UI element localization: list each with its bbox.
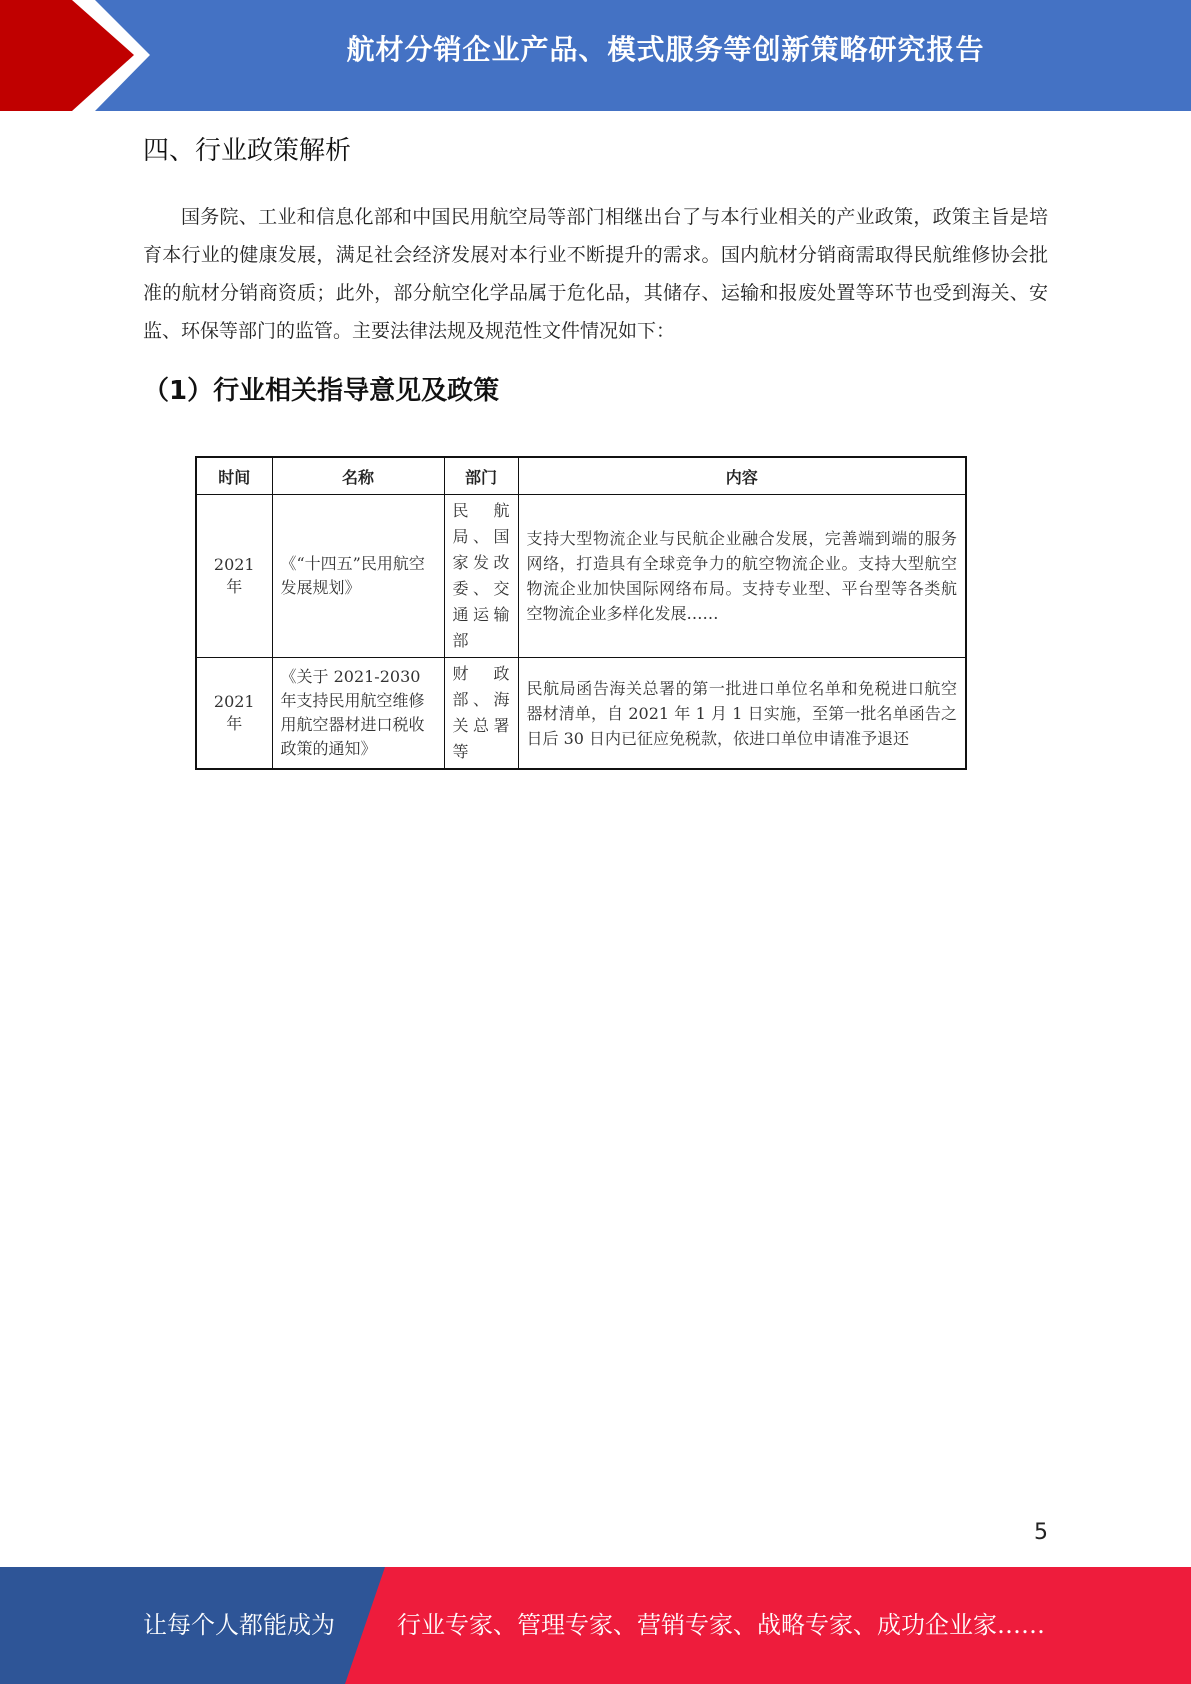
footer-slogan-left: 让每个人都能成为 (143, 1611, 335, 1639)
header-chevron-decoration (0, 0, 160, 111)
policy-table (195, 456, 967, 770)
subsection-heading: （1）行业相关指导意见及政策 (143, 376, 500, 406)
column-header-content: 内容 (518, 457, 966, 495)
cell-content: 民航局函告海关总署的第一批进口单位名单和免税进口航空器材清单，自 2021 年 1 月 1 日实施，至第一批名单函告之日后 30 日内已征应免税款，依进口单位申请准予退还 (518, 658, 966, 770)
header-banner (0, 0, 1191, 111)
page-number: 5 (1034, 1520, 1048, 1545)
footer-slogan-right: 行业专家、管理专家、营销专家、战略专家、成功企业家…… (397, 1611, 1045, 1639)
cell-name: 《关于 2021-2030 年支持民用航空维修用航空器材进口税收政策的通知》 (272, 658, 444, 770)
cell-content: 支持大型物流企业与民航企业融合发展，完善端到端的服务网络，打造具有全球竞争力的航空物流企业。支持大型航空物流企业加快国际网络布局。支持专业型、平台型等各类航空物流企业多样化发展…… (518, 495, 966, 658)
section-heading: 四、行业政策解析 (143, 136, 352, 166)
intro-paragraph: 国务院、工业和信息化部和中国民用航空局等部门相继出台了与本行业相关的产业政策，政策主旨是培育本行业的健康发展，满足社会经济发展对本行业不断提升的需求。国内航材分销商需取得民航维修协会批准的航材分销商资质；此外，部分航空化学品属于危化品，其储存、运输和报废处置等环节也受到海关、安监、环保等部门的监管。主要法律法规及规范性文件情况如下： (143, 206, 1048, 342)
table-row (196, 658, 966, 770)
table-row (196, 495, 966, 658)
cell-dept: 民航局、国家发改委、交通运输部 (444, 495, 518, 658)
column-header-time: 时间 (196, 457, 272, 495)
cell-time: 2021 年 (196, 658, 272, 770)
footer-banner (0, 1567, 1191, 1684)
cell-dept: 财政部、海关总署等 (444, 658, 518, 770)
column-header-dept: 部门 (444, 457, 518, 495)
cell-time: 2021 年 (196, 495, 272, 658)
report-title: 航材分销企业产品、模式服务等创新策略研究报告 (346, 33, 985, 66)
cell-name: 《“十四五”民用航空发展规划》 (272, 495, 444, 658)
table-header-row (196, 457, 966, 495)
column-header-name: 名称 (272, 457, 444, 495)
